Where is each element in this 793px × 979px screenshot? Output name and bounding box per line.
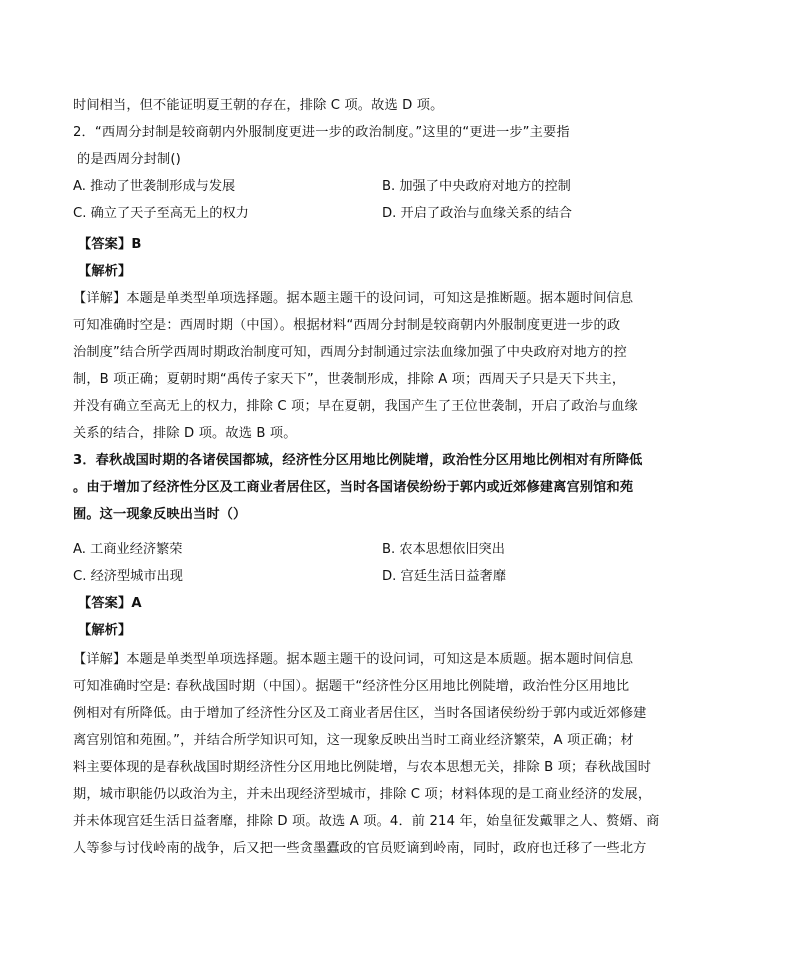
question-3-option-b: B. 农本思想依旧突出 [382,542,505,557]
question-2-option-d: D. 开启了政治与血缘关系的结合 [382,206,572,221]
question-3-detail-line: 离宫别馆和苑囿。”，并结合所学知识可知，这一现象反映出当时工商业经济繁荣，A 项正确；材 [73,733,634,748]
question-3-option-c: C. 经济型城市出现 [73,569,183,584]
question-2-stem-line-1: 2．“西周分封制是较商朝内外服制度更进一步的政治制度。”这里的“更进一步”主要指 [73,125,570,140]
question-3-stem-line: 。由于增加了经济性分区及工商业者居住区，当时各国诸侯纷纷于郭内或近郊修建离宫别馆和苑 [73,480,634,495]
question-3-detail-line: 【详解】本题是单类型单项选择题。据本题主题干的设问词，可知这是本质题。据本题时间信息 [73,652,634,667]
question-3-option-a: A. 工商业经济繁荣 [73,542,183,557]
question-2-stem-line-2: 的是西周分封制() [77,152,181,167]
question-2-detail-line: 并没有确立至高无上的权力，排除 C 项；早在夏朝，我国产生了王位世袭制，开启了政治与血缘 [73,399,638,414]
previous-answer-tail: 时间相当，但不能证明夏王朝的存在，排除 C 项。故选 D 项。 [73,98,444,113]
question-2-option-a: A. 推动了世袭制形成与发展 [73,179,236,194]
question-3-answer: 【答案】A [78,596,142,611]
question-3-analysis-heading: 【解析】 [78,623,132,638]
question-2-option-c: C. 确立了天子至高无上的权力 [73,206,249,221]
question-3-detail-line: 料主要体现的是春秋战国时期经济性分区用地比例陡增，与农本思想无关，排除 B 项；春秋战国时 [73,760,652,775]
question-3-stem-line: 3．春秋战国时期的各诸侯国都城，经济性分区用地比例陡增，政治性分区用地比例相对有所降低 [73,453,643,468]
question-2-option-b: B. 加强了中央政府对地方的控制 [382,179,571,194]
question-2-detail-line: 可知准确时空是：西周时期（中国）。根据材料“西周分封制是较商朝内外服制度更进一步的政 [73,318,621,333]
question-3-detail-line: 人等参与讨伐岭南的战争，后又把一些贪墨蠹政的官员贬谪到岭南，同时，政府也迁移了一些北方 [73,841,647,856]
question-3-detail-line: 可知准确时空是: 春秋战国时期（中国）。据题干“经济性分区用地比例陡增，政治性分区用地比 [73,679,630,694]
question-2-analysis-heading: 【解析】 [78,264,132,279]
question-2-detail-line: 关系的结合，排除 D 项。故选 B 项。 [73,426,297,441]
question-3-detail-line: 期，城市职能仍以政治为主，并未出现经济型城市，排除 C 项；材料体现的是工商业经济的发展， [73,787,652,802]
question-3-detail-line: 并未体现宫廷生活日益奢靡，排除 D 项。故选 A 项。4．前 214 年，始皇征发戴罪之人、赘婿、商 [73,814,660,829]
question-3-detail-line: 例相对有所降低。由于增加了经济性分区及工商业者居住区，当时各国诸侯纷纷于郭内或近郊修建 [73,706,647,721]
question-2-answer: 【答案】B [78,237,142,252]
question-2-detail-line: 治制度”结合所学西周时期政治制度可知，西周分封制通过宗法血缘加强了中央政府对地方的控 [73,345,627,360]
question-2-detail-line: 制，B 项正确；夏朝时期“禹传子家天下”，世袭制形成，排除 A 项；西周天子只是天下共主， [73,372,626,387]
question-2-detail-line: 【详解】本题是单类型单项选择题。据本题主题干的设问词，可知这是推断题。据本题时间信息 [73,291,634,306]
question-3-stem-line: 囿。这一现象反映出当时（） [73,507,247,522]
question-3-option-d: D. 宫廷生活日益奢靡 [382,569,507,584]
